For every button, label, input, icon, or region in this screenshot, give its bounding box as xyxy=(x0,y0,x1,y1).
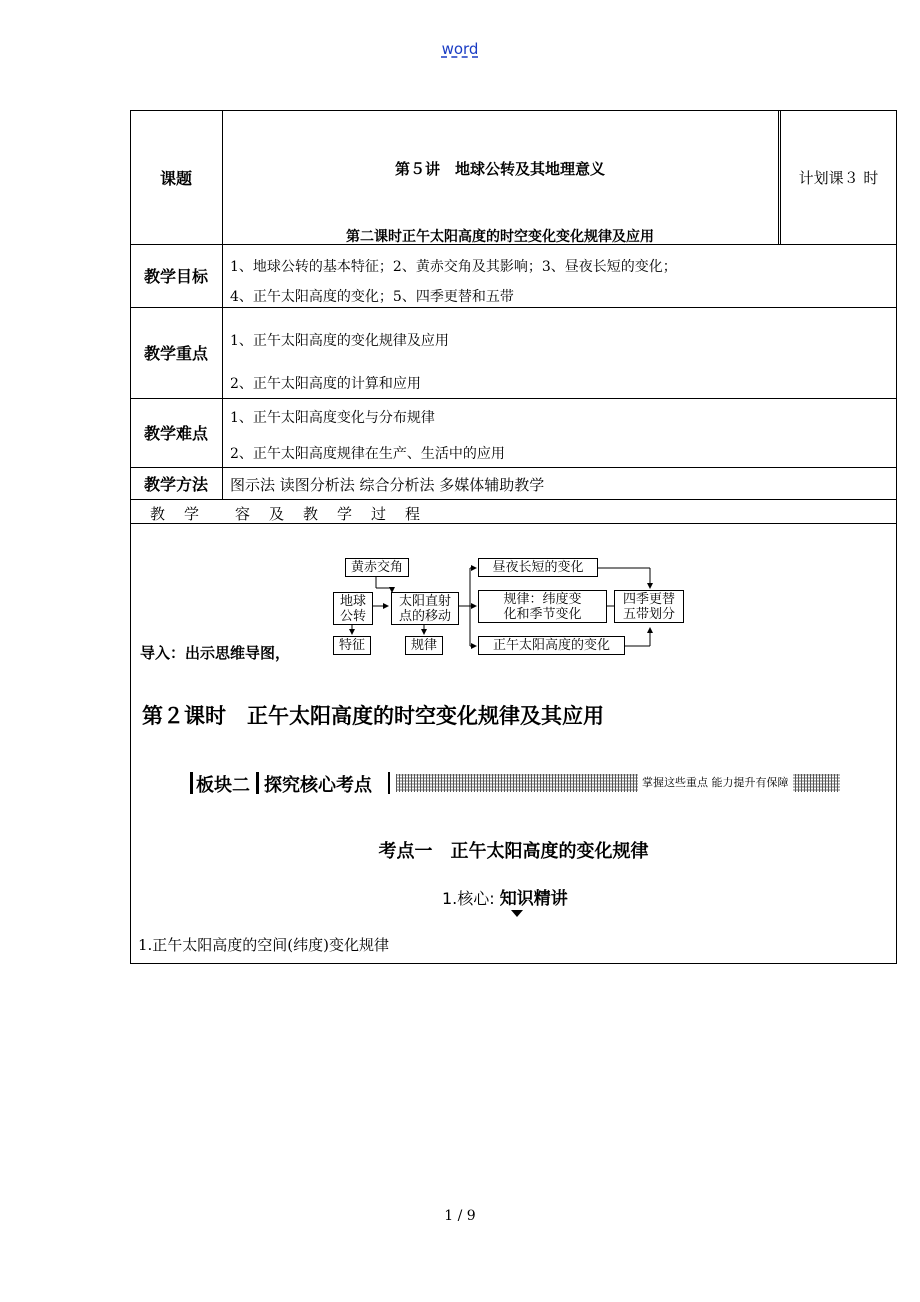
core-title: 知识精讲 xyxy=(499,889,568,909)
methods-text: 图示法 读图分析法 综合分析法 多媒体辅助教学 xyxy=(230,476,545,494)
key-point-line: 1、正午太阳高度的变化规律及应用 xyxy=(230,333,449,349)
key-points-label: 教学重点 xyxy=(143,344,208,363)
row-divider xyxy=(130,467,897,468)
mm-node-siji xyxy=(614,590,684,623)
difficulty-line: 2、正午太阳高度规律在生产、生活中的应用 xyxy=(230,446,505,462)
course-label: 课题 xyxy=(159,168,192,188)
mm-text: 规律：纬度变 xyxy=(503,591,582,607)
course-subtitle: 第二课时正午太阳高度的时空变化变化规律及应用 xyxy=(346,229,654,245)
mm-node-guilv2 xyxy=(478,590,607,623)
intro-text: 导入：出示思维导图， xyxy=(140,644,291,662)
section-banner xyxy=(190,770,840,796)
mm-text: 点的移动 xyxy=(398,608,451,624)
banner-block-label: 板块二 xyxy=(196,775,250,796)
process-header: 教 学 容 及 教 学 过 程 xyxy=(150,505,423,523)
col-divider xyxy=(778,110,779,244)
objective-line: 4、正午太阳高度的变化；5、四季更替和五带 xyxy=(230,289,514,305)
row-divider xyxy=(130,307,897,308)
mm-text: 四季更替 xyxy=(622,591,675,607)
methods-label: 教学方法 xyxy=(143,474,208,494)
objectives-label: 教学目标 xyxy=(143,267,208,286)
item-1-text: 1.正午太阳高度的空间(纬度)变化规律 xyxy=(138,936,390,954)
objective-line: 1、地球公转的基本特征；2、黄赤交角及其影响；3、昼夜长短的变化； xyxy=(230,259,677,275)
header-word-link[interactable]: word xyxy=(441,40,479,58)
mm-node-guilv: 规律 xyxy=(405,636,443,655)
mm-node-taiyang xyxy=(391,592,459,625)
mm-text: 太阳直射 xyxy=(398,593,451,609)
triangle-down-icon xyxy=(511,910,523,917)
banner-bar xyxy=(388,772,390,794)
plan-hours: 计划课３ 时 xyxy=(798,168,879,187)
course-title: 第５讲 地球公转及其地理意义 xyxy=(394,160,605,178)
difficulties-label: 教学难点 xyxy=(143,424,208,443)
core-number: 1.核心: xyxy=(442,889,495,908)
mm-text: 公转 xyxy=(339,608,366,624)
mm-node-huangchi: 黄赤交角 xyxy=(345,558,409,577)
page-number: 1 / 9 xyxy=(444,1208,476,1224)
lesson-title: 第２课时 正午太阳高度的时空变化规律及其应用 xyxy=(142,703,604,728)
mm-text: 五带划分 xyxy=(622,606,675,622)
mm-node-tezheng: 特征 xyxy=(333,636,371,655)
mm-node-zhengwu: 正午太阳高度的变化 xyxy=(478,636,625,655)
exam-point-title: 考点一 正午太阳高度的变化规律 xyxy=(378,841,649,862)
banner-bar xyxy=(190,772,193,794)
banner-bar xyxy=(256,772,259,794)
core-knowledge-heading xyxy=(442,884,568,914)
mm-node-zhouye: 昼夜长短的变化 xyxy=(478,558,598,577)
difficulty-line: 1、正午太阳高度变化与分布规律 xyxy=(230,410,435,426)
row-divider xyxy=(130,398,897,399)
mm-text: 地球 xyxy=(339,593,366,609)
banner-title: 探究核心考点 xyxy=(264,775,372,796)
banner-tagline: 掌握这些重点 能力提升有保障 xyxy=(638,774,793,792)
key-point-line: 2、正午太阳高度的计算和应用 xyxy=(230,376,421,392)
row-divider xyxy=(130,499,897,500)
mm-text: 化和季节变化 xyxy=(503,606,582,622)
mm-node-diqiu xyxy=(333,592,373,625)
